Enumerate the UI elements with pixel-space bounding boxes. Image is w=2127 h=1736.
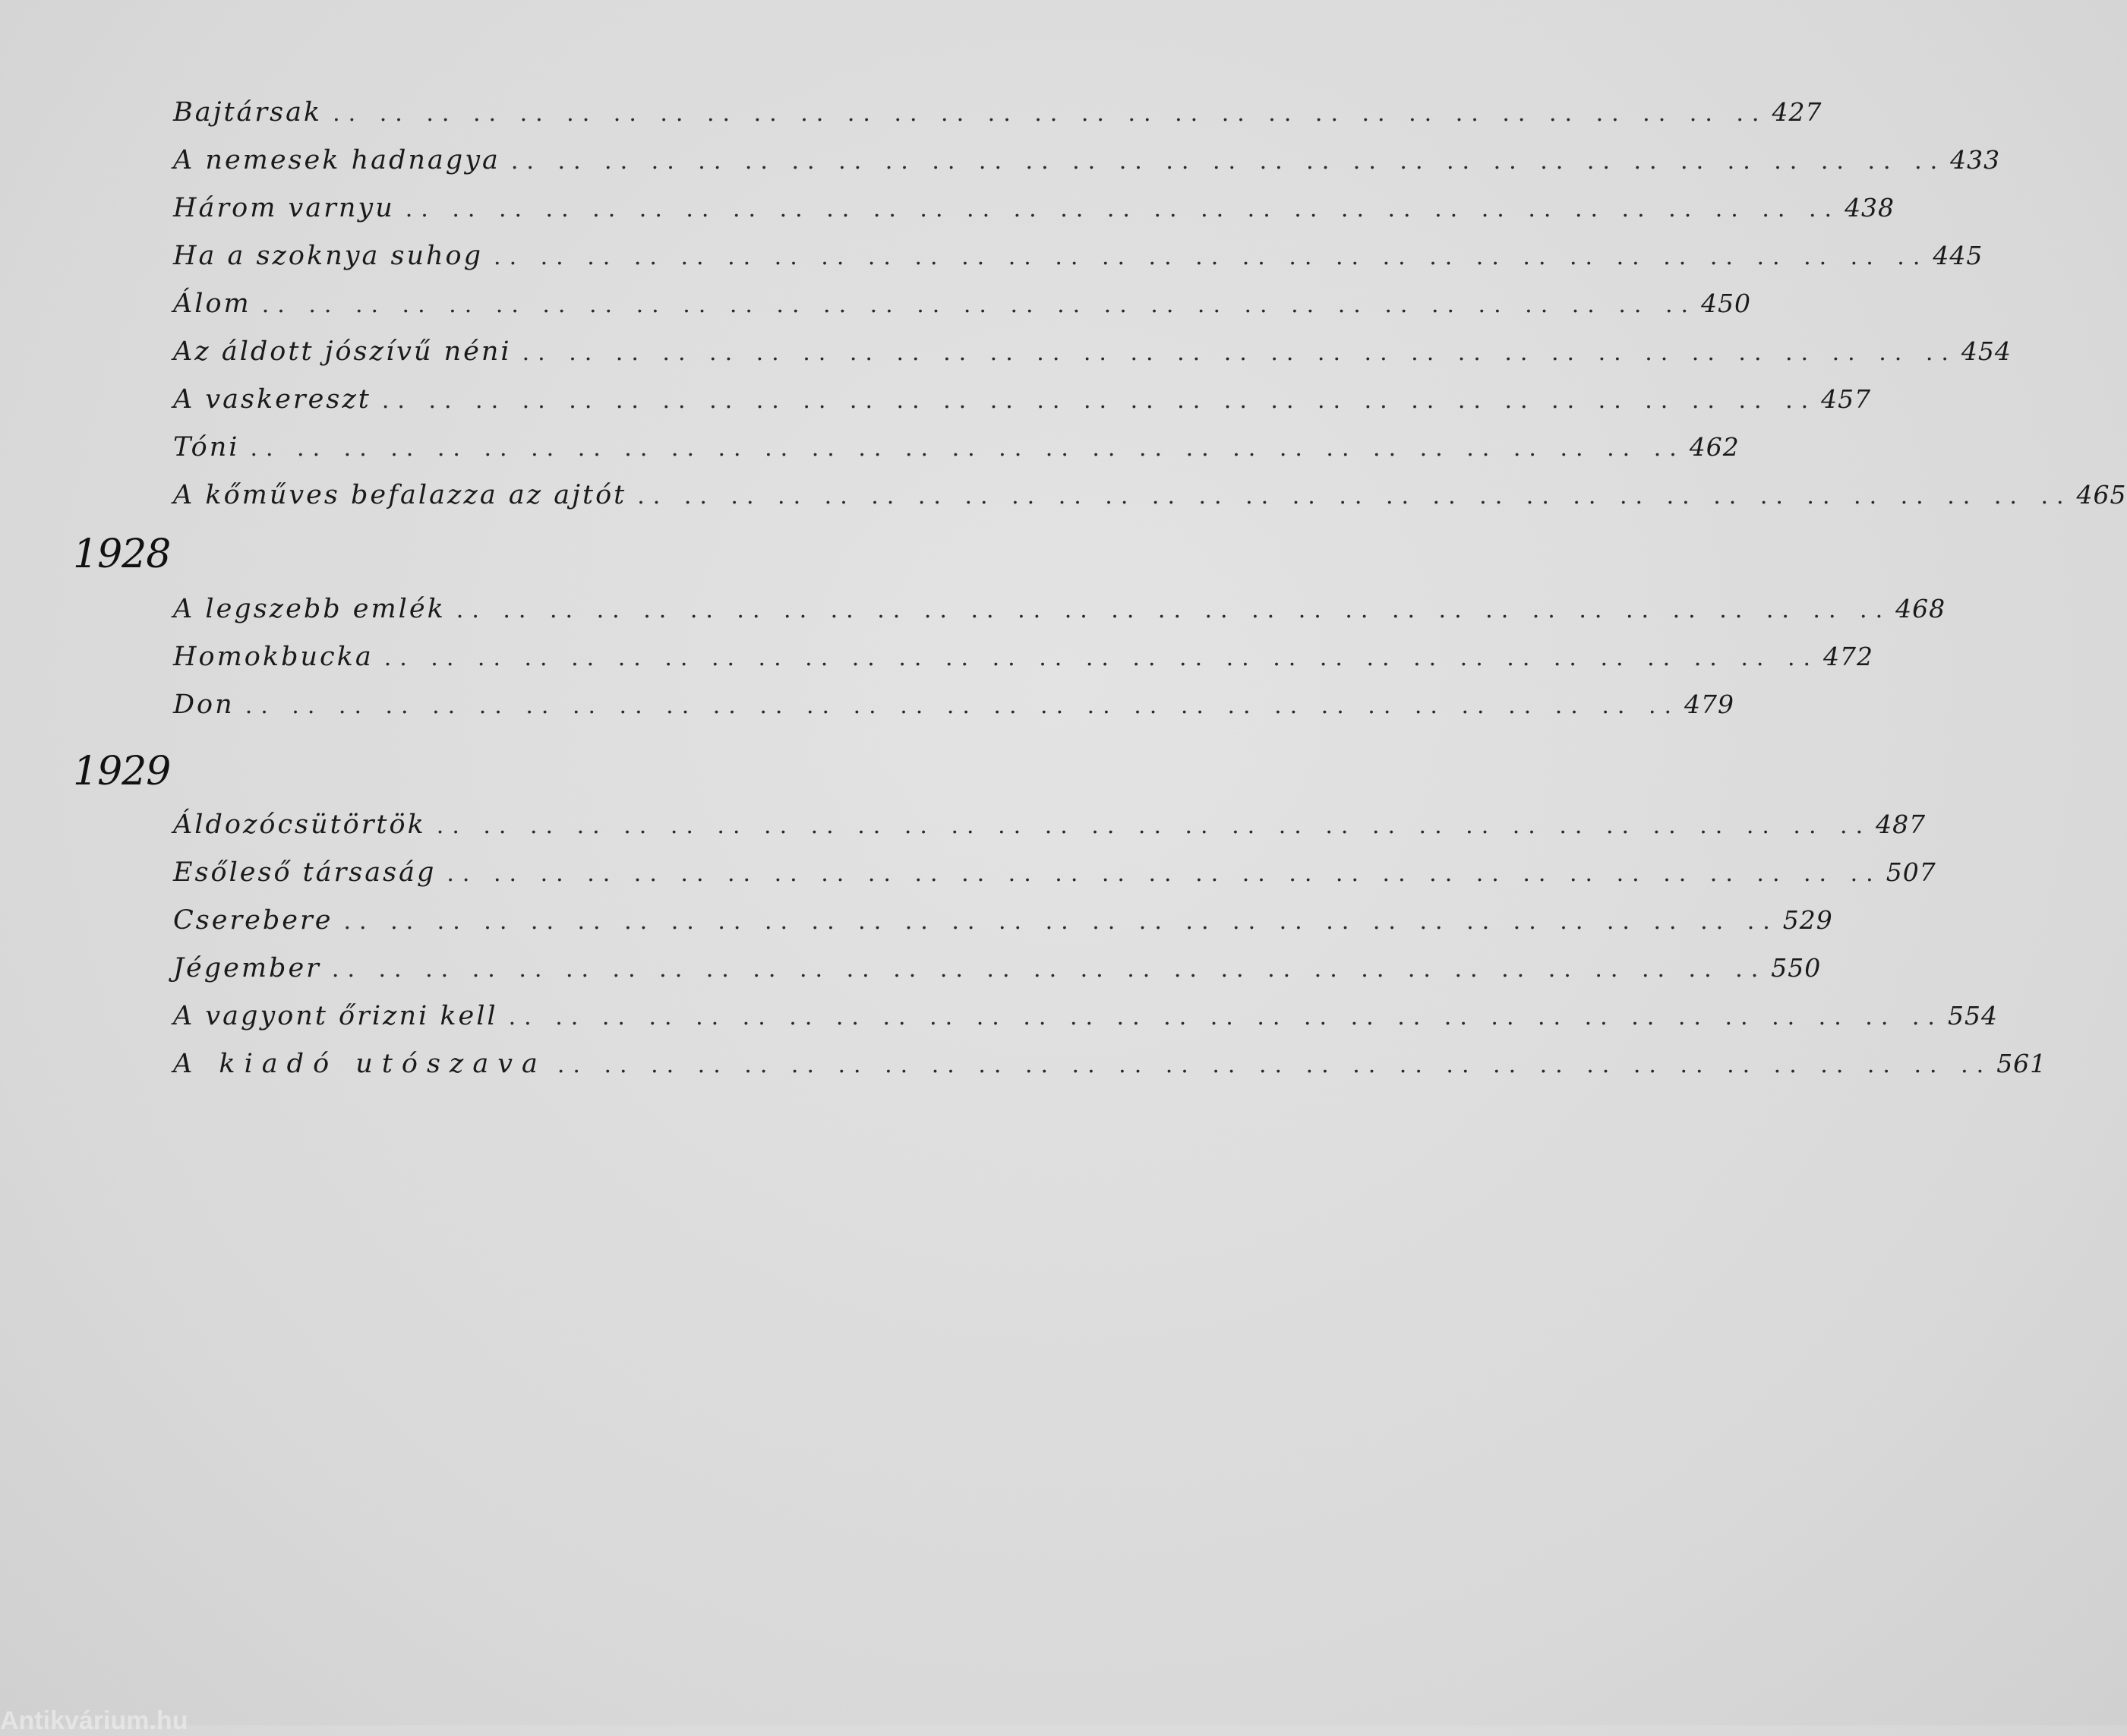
toc-section-continued <box>173 97 2127 528</box>
toc-entry <box>173 857 1936 905</box>
toc-entry <box>173 1001 1998 1049</box>
dot-leader: .. .. .. .. .. .. .. .. .. .. .. .. .. .. .. .. .. .. .. .. .. .. .. .. .. .. .. .. .. .. .. <box>245 693 1680 719</box>
toc-entry-page: 561 <box>1996 1049 2047 1078</box>
toc-entry <box>173 690 1735 737</box>
toc-entry <box>173 193 1895 241</box>
toc-entry-page: 450 <box>1701 289 1752 318</box>
dot-leader: .. .. .. .. .. .. .. .. .. .. .. .. .. .. .. .. .. .. .. .. .. .. .. .. .. .. .. .. .. .. .. <box>405 196 1841 223</box>
toc-section-1928 <box>173 594 1946 737</box>
dot-leader: .. .. .. .. .. .. .. .. .. .. .. .. .. .. .. .. .. .. .. .. .. .. .. .. .. .. .. .. .. .. .. <box>447 860 1882 887</box>
toc-entry <box>173 241 1983 289</box>
toc-entry <box>173 289 1752 336</box>
toc-entry-page: 454 <box>1961 336 2012 366</box>
toc-entry-page: 479 <box>1684 690 1735 719</box>
toc-entry-page: 529 <box>1782 905 1833 935</box>
toc-entry-page: 433 <box>1950 145 2001 175</box>
toc-entry-page: 550 <box>1771 953 1822 983</box>
toc-entry-page: 487 <box>1876 810 1927 839</box>
toc-entry <box>173 905 1833 953</box>
year-heading: 1929 <box>73 749 171 794</box>
dot-leader: .. .. .. .. .. .. .. .. .. .. .. .. .. .. .. .. .. .. .. .. .. .. .. .. .. .. .. .. .. .. .. <box>343 908 1778 935</box>
toc-entry-title: A kőműves befalazza az ajtót <box>173 480 627 510</box>
toc-entry-title: A vaskereszt <box>173 384 371 415</box>
toc-entry <box>173 953 1822 1001</box>
toc-entry-page: 468 <box>1895 594 1946 623</box>
toc-entry-title: Három varnyu <box>173 193 395 223</box>
dot-leader: .. .. .. .. .. .. .. .. .. .. .. .. .. .. .. .. .. .. .. .. .. .. .. .. .. .. .. .. .. .. .. <box>331 956 1767 983</box>
dot-leader: .. .. .. .. .. .. .. .. .. .. .. .. .. .. .. .. .. .. .. .. .. .. .. .. .. .. .. .. .. .. .. <box>494 244 1929 270</box>
toc-entry <box>173 145 2001 193</box>
watermark: Antikvárium.hu <box>0 1706 188 1735</box>
toc-entry-page: 472 <box>1823 642 1874 671</box>
toc-entry-page: 507 <box>1886 857 1936 887</box>
toc-entry-title: Áldozócsütörtök <box>173 810 426 840</box>
year-heading: 1928 <box>73 532 171 577</box>
toc-entry-page: 427 <box>1772 97 1822 127</box>
toc-entry-title: Homokbucka <box>173 642 374 672</box>
dot-leader: .. .. .. .. .. .. .. .. .. .. .. .. .. .. .. .. .. .. .. .. .. .. .. .. .. .. .. .. .. .. .. <box>557 1052 1993 1078</box>
toc-entry-page: 554 <box>1947 1001 1998 1031</box>
toc-section-1929 <box>173 810 2047 1097</box>
toc-entry-title: A vagyont őrizni kell <box>173 1001 498 1031</box>
dot-leader: .. .. .. .. .. .. .. .. .. .. .. .. .. .. .. .. .. .. .. .. .. .. .. .. .. .. .. .. .. .. .. <box>522 339 1957 366</box>
toc-entry-page: 445 <box>1933 241 1983 270</box>
dot-leader: .. .. .. .. .. .. .. .. .. .. .. .. .. .. .. .. .. .. .. .. .. .. .. .. .. .. .. .. .. .. .. <box>381 387 1817 414</box>
toc-entry <box>173 336 2012 384</box>
dot-leader: .. .. .. .. .. .. .. .. .. .. .. .. .. .. .. .. .. .. .. .. .. .. .. .. .. .. .. .. .. .. .. <box>508 1004 1943 1031</box>
dot-leader: .. .. .. .. .. .. .. .. .. .. .. .. .. .. .. .. .. .. .. .. .. .. .. .. .. .. .. .. .. .. .. <box>383 645 1819 671</box>
toc-entry <box>173 642 1874 690</box>
toc-entry <box>173 810 1927 857</box>
toc-entry <box>173 97 1822 145</box>
toc-entry <box>173 384 1872 432</box>
toc-entry-title: Ha a szoknya suhog <box>173 241 484 271</box>
toc-entry-page: 465 <box>2076 480 2127 510</box>
toc-entry <box>173 480 2127 528</box>
dot-leader: .. .. .. .. .. .. .. .. .. .. .. .. .. .. .. .. .. .. .. .. .. .. .. .. .. .. .. .. .. .. .. <box>261 292 1697 318</box>
toc-entry-title: Bajtársak <box>173 97 323 128</box>
toc-entry-title: Cserebere <box>173 905 333 936</box>
toc-entry <box>173 432 1740 480</box>
toc-entry-title: Az áldott jószívű néni <box>173 336 512 367</box>
dot-leader: .. .. .. .. .. .. .. .. .. .. .. .. .. .. .. .. .. .. .. .. .. .. .. .. .. .. .. .. .. .. .. <box>510 148 1946 175</box>
toc-entry-title: Álom <box>173 289 251 319</box>
dot-leader: .. .. .. .. .. .. .. .. .. .. .. .. .. .. .. .. .. .. .. .. .. .. .. .. .. .. .. .. .. .. .. <box>333 100 1768 127</box>
toc-entry-title: A legszebb emlék <box>173 594 446 624</box>
dot-leader: .. .. .. .. .. .. .. .. .. .. .. .. .. .. .. .. .. .. .. .. .. .. .. .. .. .. .. .. .. .. .. <box>637 483 2072 510</box>
toc-entry-page: 438 <box>1845 193 1895 223</box>
toc-entry <box>173 1049 2047 1097</box>
toc-entry-title: A nemesek hadnagya <box>173 145 500 175</box>
dot-leader: .. .. .. .. .. .. .. .. .. .. .. .. .. .. .. .. .. .. .. .. .. .. .. .. .. .. .. .. .. .. .. <box>456 597 1892 623</box>
toc-entry-title: Don <box>173 690 235 720</box>
toc-entry <box>173 594 1946 642</box>
toc-entry-title: Tóni <box>173 432 240 462</box>
toc-entry-title: A kiadó utószava <box>173 1049 547 1079</box>
toc-entry-title: Esőleső társaság <box>173 857 437 888</box>
toc-entry-page: 462 <box>1689 432 1740 462</box>
dot-leader: .. .. .. .. .. .. .. .. .. .. .. .. .. .. .. .. .. .. .. .. .. .. .. .. .. .. .. .. .. .. .. <box>436 813 1872 839</box>
toc-entry-title: Jégember <box>173 953 321 983</box>
toc-entry-page: 457 <box>1821 384 1872 414</box>
dot-leader: .. .. .. .. .. .. .. .. .. .. .. .. .. .. .. .. .. .. .. .. .. .. .. .. .. .. .. .. .. .. .. <box>250 435 1685 462</box>
